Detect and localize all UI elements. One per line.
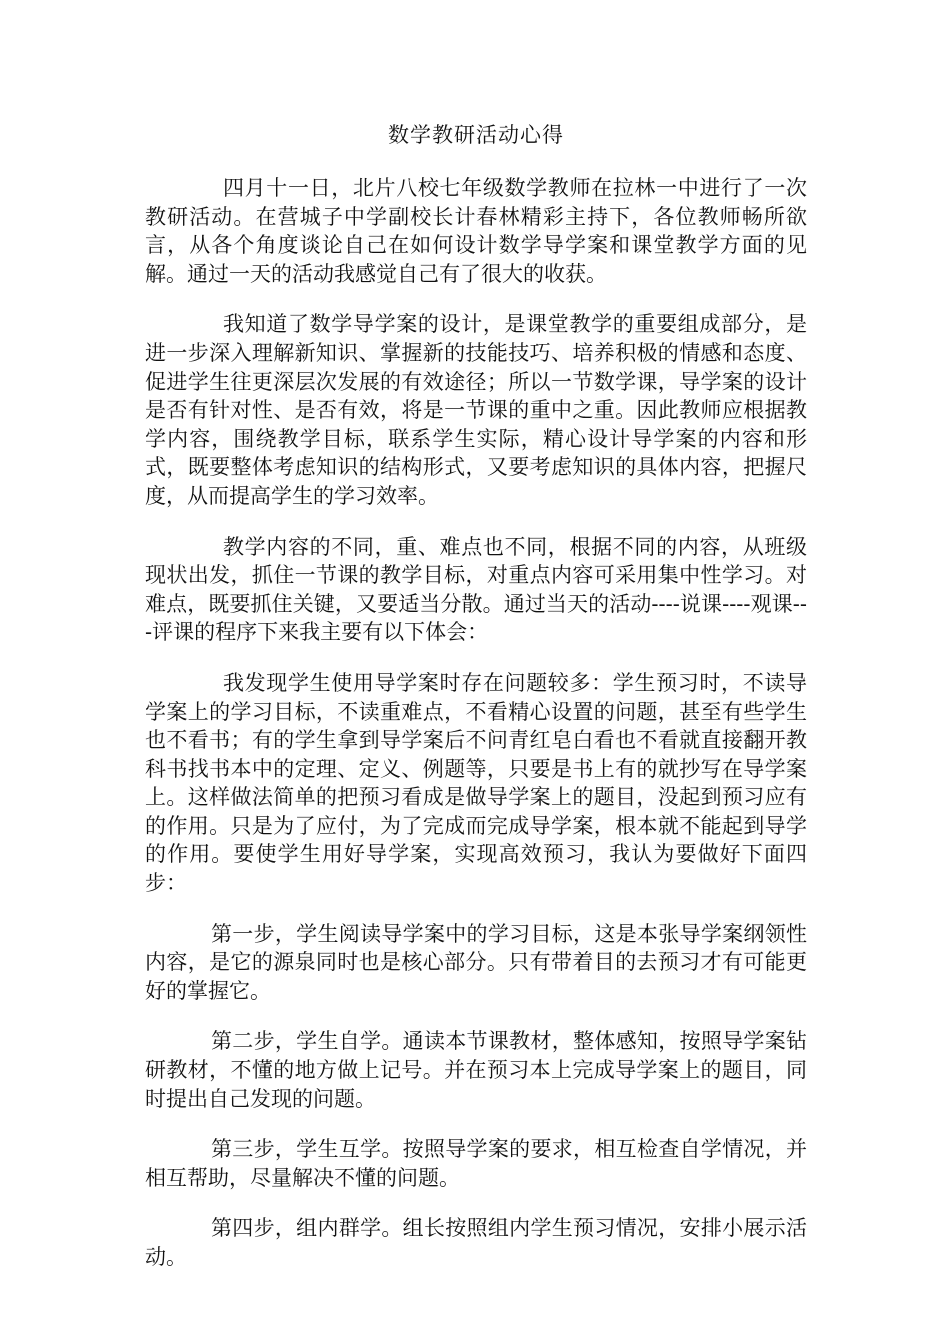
paragraph-intro: 四月十一日，北片八校七年级数学教师在拉林一中进行了一次教研活动。在营城子中学副校长计春林精彩主持下，各位教师畅所欲言，从各个角度谈论自己在如何设计数学导学案和课堂教学方面的见解。通过一天的活动我感觉自己有了很大的收获。 xyxy=(145,176,807,286)
paragraph-problems: 我发现学生使用导学案时存在问题较多：学生预习时，不读导学案上的学习目标，不读重难点，不看精心设置的问题，甚至有些学生也不看书；有的学生拿到导学案后不问青红皂白看也不看就直接翻开教科书找书本中的定理、定义、例题等，只要是书上有的就抄写在导学案上。这样做法简单的把预习看成是做导学案上的题目，没起到预习应有的作用。只是为了应付，为了完成而完成导学案，根本就不能起到导学的作用。要使学生用好导学案，实现高效预习，我认为要做好下面四步： xyxy=(145,670,807,896)
document-page xyxy=(145,118,807,1294)
paragraph-step-3: 第三步，学生互学。按照导学案的要求，相互检查自学情况，并相互帮助，尽量解决不懂的问题。 xyxy=(145,1137,807,1190)
paragraph-content: 教学内容的不同，重、难点也不同，根据不同的内容，从班级现状出发，抓住一节课的教学目标，对重点内容可采用集中性学习。对难点，既要抓住关键，又要适当分散。通过当天的活动----说课----观课---评课的程序下来我主要有以下体会： xyxy=(145,534,807,645)
paragraph-step-1: 第一步，学生阅读导学案中的学习目标，这是本张导学案纲领性内容，是它的源泉同时也是核心部分。只有带着目的去预习才有可能更好的掌握它。 xyxy=(145,921,807,1003)
paragraph-step-4: 第四步，组内群学。组长按照组内学生预习情况，安排小展示活动。 xyxy=(145,1216,807,1269)
paragraph-step-2: 第二步，学生自学。通读本节课教材，整体感知，按照导学案钻研教材，不懂的地方做上记号。并在预习本上完成导学案上的题目，同时提出自己发现的问题。 xyxy=(145,1029,807,1111)
paragraph-design: 我知道了数学导学案的设计，是课堂教学的重要组成部分，是进一步深入理解新知识、掌握新的技能技巧、培养积极的情感和态度、促进学生往更深层次发展的有效途径；所以一节数学课，导学案的设计是否有针对性、是否有效，将是一节课的重中之重。因此教师应根据教学内容，围绕教学目标，联系学生实际，精心设计导学案的内容和形式，既要整体考虑知识的结构形式，又要考虑知识的具体内容，把握尺度，从而提高学生的学习效率。 xyxy=(145,312,807,508)
document-title: 数学教研活动心得 xyxy=(388,123,564,147)
